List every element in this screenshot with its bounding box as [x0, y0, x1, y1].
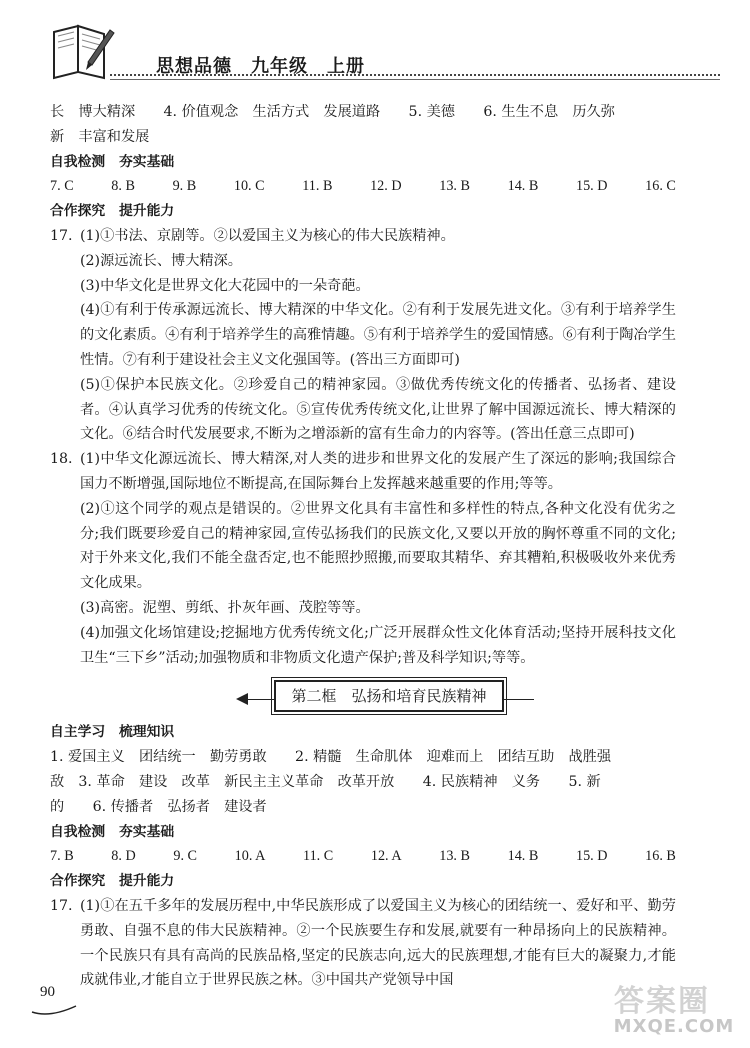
- answer-item: 12. D: [370, 178, 402, 195]
- text-line: 1. 爱国主义 团结统一 勤劳勇敢 2. 精髓 生命肌体 迎难而上 团结互助 战胜强: [50, 749, 612, 766]
- answer-text: (1)①书法、京剧等。②以爱国主义为核心的伟大民族精神。: [80, 227, 455, 244]
- header-title: 思想品德 九年级 上册: [156, 56, 365, 77]
- header-rule-2: [110, 79, 720, 80]
- question-17: [50, 224, 676, 249]
- answer-text: (1)中华文化源远流长、博大精深,对人类的进步和世界文化的发展产生了深远的影响;我国综合国力不断增强,国际地位不断提高,在国际舞台上发挥越来越重要的作用;等等。: [80, 451, 676, 492]
- header-rule: [110, 74, 720, 76]
- answer-text: (4)①有利于传承源远流长、博大精深的中华文化。②有利于发展先进文化。③有利于培养学生的文化素质。④有利于培养学生的高雅情趣。⑤有利于培养学生的爱国情感。⑥有利于陶冶学生性情。⑦有利于建设社会主义文化强国等。(答出三方面即可): [80, 302, 676, 368]
- question-18: [50, 447, 676, 497]
- answer-item: 8. B: [111, 178, 135, 195]
- answer-item: 10. A: [234, 848, 266, 865]
- text-line: 敌 3. 革命 建设 改革 新民主主义革命 改革开放 4. 民族精神 义务 5. 新: [50, 773, 601, 790]
- answer-item: 13. B: [439, 848, 470, 865]
- answer-item: 12. A: [370, 848, 402, 865]
- answer-content: [50, 100, 676, 993]
- question-number: 17.: [50, 897, 73, 914]
- section-banner: [50, 674, 676, 718]
- page-number: 90: [40, 984, 55, 1000]
- answer-item: 11. C: [303, 848, 334, 865]
- answer-row: [50, 174, 676, 199]
- answer-text: (1)①在五千多年的发展历程中,中华民族形成了以爱国主义为核心的团结统一、爱好和平、勤劳勇敢、自强不息的伟大民族精神。②一个民族要生存和发展,就要有一种昂扬向上的民族精神。一个民族只有具有高尚的民族品格,坚定的民族志向,远大的民族理想,才能有巨大的凝聚力,才能成就伟业,才能自立于世界民族之林。③中国共产党领导中国: [80, 897, 676, 989]
- answer-item: 8. D: [111, 848, 136, 865]
- answer-item: 15. D: [575, 178, 608, 195]
- answer-item: 9. C: [173, 848, 197, 865]
- answer-row: [50, 844, 676, 869]
- answer-item: 7. C: [50, 178, 74, 195]
- answer-item: 14. B: [507, 848, 539, 865]
- section-heading: 自我检测 夯实基础: [50, 153, 175, 170]
- question-number: 18.: [50, 451, 73, 468]
- answer-item: 16. C: [645, 178, 676, 195]
- text-line: 新 丰富和发展: [50, 128, 150, 145]
- watermark-logo: 答案圈: [614, 984, 710, 1019]
- answer-text: (2)源远流长、博大精深。: [80, 252, 242, 269]
- answer-item: 15. D: [575, 848, 608, 865]
- watermark-text: MXQE.COM: [613, 1016, 735, 1037]
- answer-item: 11. B: [302, 178, 333, 195]
- page-header: [40, 22, 720, 82]
- text-line: 的 6. 传播者 弘扬者 建设者: [50, 798, 267, 815]
- answer-text: (2)①这个同学的观点是错误的。②世界文化具有丰富性和多样性的特点,各种文化没有优劣之分;我们既要珍爱自己的精神家园,宣传弘扬我们的民族文化,又要以开放的胸怀尊重不同的文化;对于外来文化,我们不能全盘否定,也不能照抄照搬,而要取其精华、弃其糟粕,积极吸收外来优秀文化成果。: [80, 500, 676, 592]
- page-number-ornament: [30, 990, 80, 1016]
- answer-item: 14. B: [507, 178, 539, 195]
- section-heading: 合作探究 提升能力: [50, 873, 175, 890]
- question-17: [50, 894, 676, 993]
- answer-text: (5)①保护本民族文化。②珍爱自己的精神家园。③做优秀传统文化的传播者、弘扬者、建设者。④认真学习优秀的传统文化。⑤宣传优秀传统文化,让世界了解中国源远流长、博大精深的文化。⑥结合时代发展要求,不断为之增添新的富有生命力的内容等。(答出任意三点即可): [80, 376, 676, 443]
- answer-text: (3)中华文化是世界文化大花园中的一朵奇葩。: [80, 277, 370, 294]
- book-icon: [48, 22, 116, 80]
- answer-item: 10. C: [233, 178, 265, 195]
- answer-text: (3)高密。泥塑、剪纸、扑灰年画、茂腔等等。: [80, 599, 370, 616]
- section-heading: 自我检测 夯实基础: [50, 823, 175, 840]
- banner-title: 第二框 弘扬和培育民族精神: [274, 680, 504, 712]
- text-line: 长 博大精深 4. 价值观念 生活方式 发展道路 5. 美德 6. 生生不息 历久弥: [50, 104, 615, 120]
- question-number: 17.: [50, 227, 73, 244]
- section-heading: 合作探究 提升能力: [50, 203, 175, 220]
- section-heading: 自主学习 梳理知识: [50, 724, 175, 741]
- answer-item: 13. B: [439, 178, 470, 195]
- arrow-left-icon: [236, 693, 248, 705]
- answer-text: (4)加强文化场馆建设;挖掘地方优秀传统文化;广泛开展群众性文化体育活动;坚持开展科技文化卫生“三下乡”活动;加强物质和非物质文化遗产保护;普及科学知识;等等。: [80, 624, 676, 666]
- answer-item: 7. B: [50, 848, 74, 865]
- answer-item: 16. B: [645, 848, 676, 865]
- answer-item: 9. B: [172, 178, 197, 195]
- watermark: [608, 976, 740, 1046]
